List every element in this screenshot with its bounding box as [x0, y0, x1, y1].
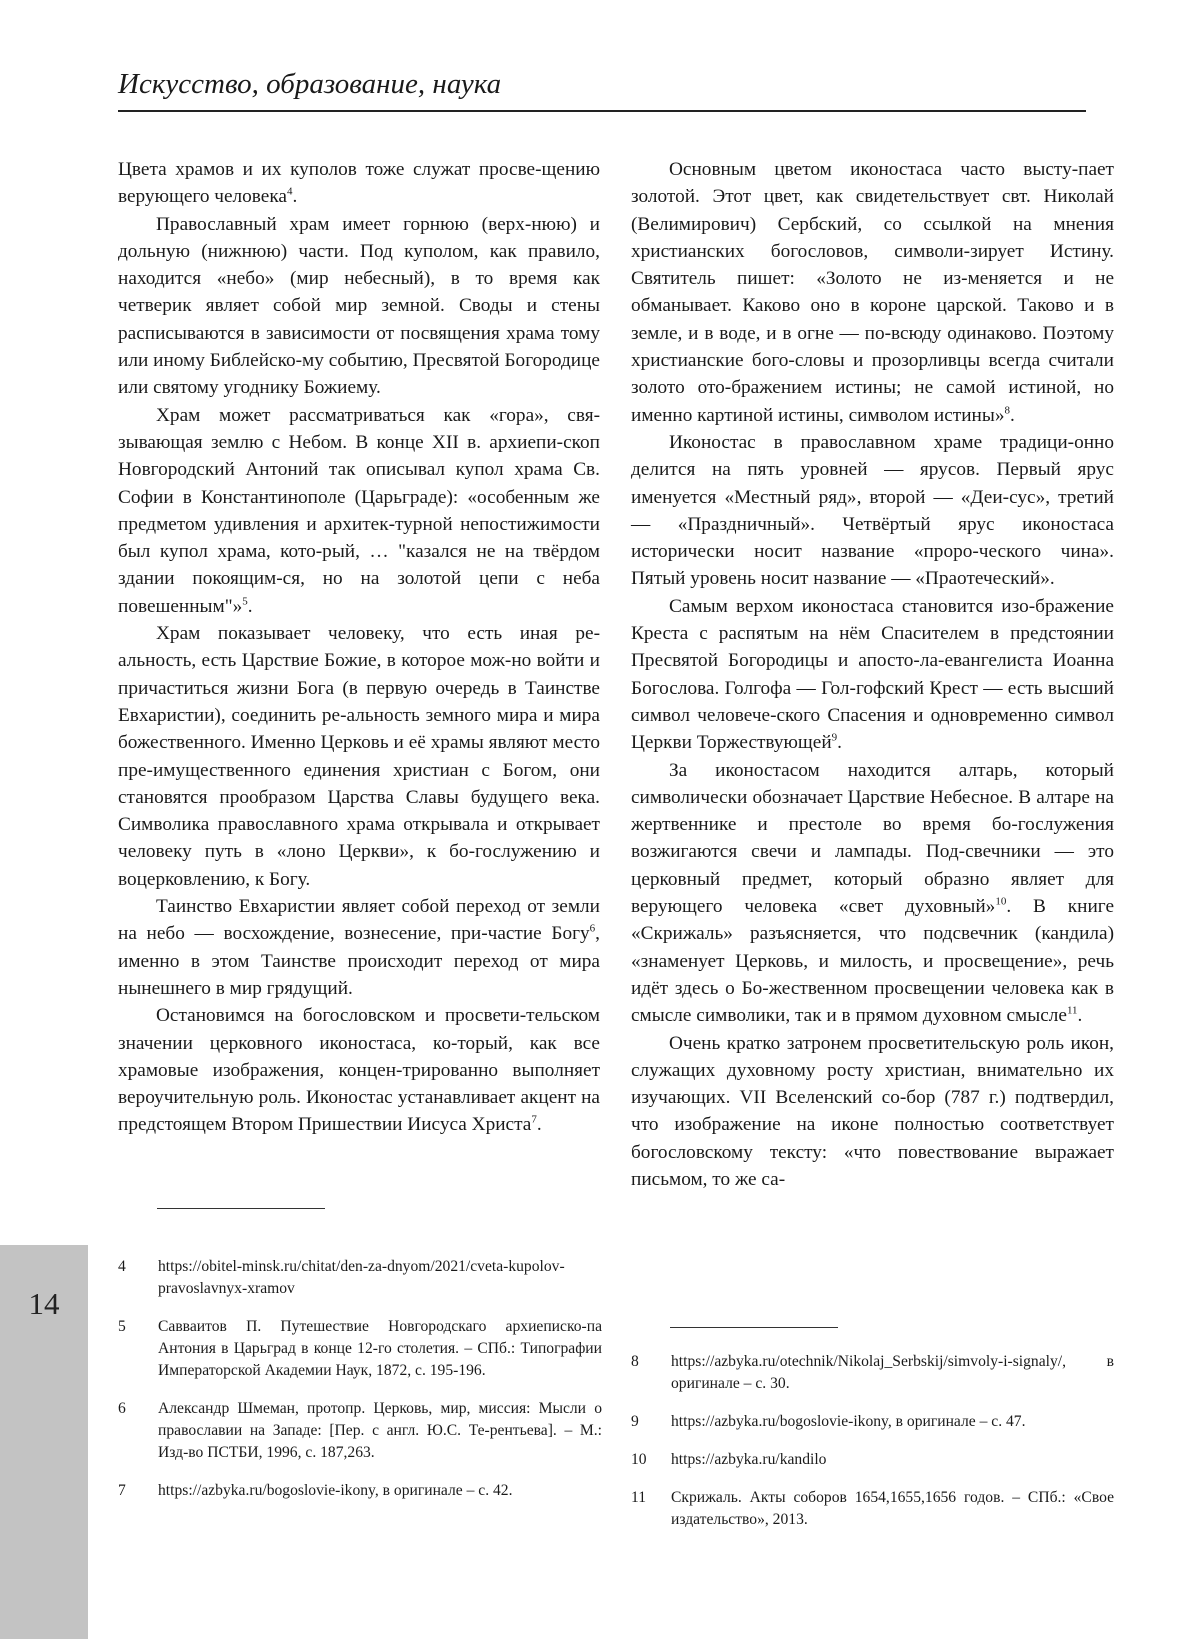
footnote-ref[interactable]: 9 — [831, 731, 838, 744]
footnote-text: Скрижаль. Акты соборов 1654,1655,1656 годов. – СПб.: «Свое издательство», 2013. — [671, 1489, 1114, 1528]
footnote — [631, 1411, 1114, 1433]
footnotes-left — [118, 1256, 602, 1518]
paragraph: Иконостас в православном храме традици-онно делится на пять уровней — ярусов. Первый ярус именуется «Местный ряд», второй — «Деи-сус», третий — «Праздничный». Четвёртый ярус иконостаса исторически носит название «проро-ческого чина». Пятый уровень носит название — «Праотеческий». — [631, 431, 1114, 590]
paragraph: Цвета храмов и их куполов тоже служат просве-щению верующего человека$^4$. — [118, 159, 600, 208]
footnote-link[interactable]: https://azbyka.ru/kandilo — [671, 1451, 827, 1468]
footnote-number: 4 — [118, 1258, 126, 1275]
footnote — [631, 1449, 1114, 1471]
paragraph: Православный храм имеет горнюю (верх-нюю) и дольную (нижнюю) части. Под куполом, как правило, находится «небо» (мир небесный), в то время как четверик являет собой мир земной. Своды и стены расписываются в зависимости от посвящения храма тому или иному Библейско-му событию, Пресвятой Богородице или святому угоднику Божиему. — [118, 213, 600, 399]
paragraph: Таинство Евхаристии являет собой переход от земли на небо — восхождение, вознесение, при-частие Богу$^6$, именно в этом Таинстве происходит переход от мира нынешнего в мир грядущий. — [118, 896, 600, 999]
footnote — [118, 1316, 602, 1382]
left-column — [118, 156, 600, 1139]
footnote — [118, 1256, 602, 1300]
footnote — [631, 1487, 1114, 1531]
paragraph: Остановимся на богословском и просвети-тельском значении церковного иконостаса, ко-торый, как все храмовые изображения, концен-трированно выполняет вероучительную роль. Иконостас устанавливает акцент на предстоящем Втором Пришествии Иисуса Христа$^7$. — [118, 1005, 600, 1136]
footnote-link[interactable]: https://obitel-minsk.ru/chitat/den-za-dnyom/2021/cveta-kupolov-pravoslavnyx-xramov — [158, 1258, 565, 1297]
footnote-ref[interactable]: 10 — [995, 895, 1007, 908]
footnote — [118, 1398, 602, 1464]
paragraph: За иконостасом находится алтарь, который символически обозначает Царствие Небесное. В алтаре на жертвеннике и престоле во время бо-гослужения возжигаются свечи и лампады. Под-свечники — это церковный предмет, который образно являет для верующего человека «свет духовный»$^{10}$. В книге «Скрижаль» разъясняется, что подсвечник (кандила) «знаменует Церковь, и милость, и просвещение», речь идёт здесь о Бо-жественном просвещении человека как в смысле символики, так и в прямом духовном смысле$^{11}$. — [631, 759, 1114, 1027]
paragraph: Очень кратко затронем просветительскую роль икон, служащих духовному росту христиан, внимательно их изучающих. VII Вселенский со-бор (787 г.) подтвердил, что изображение на иконе полностью соответствует богословскому тексту: «что повествование выражает письмом, то же са- — [631, 1032, 1114, 1190]
footnote-ref[interactable]: 4 — [286, 185, 293, 198]
footnote-ref[interactable]: 5 — [242, 595, 248, 608]
footnote-ref[interactable]: 7 — [531, 1113, 537, 1126]
running-header: Искусство, образование, наука — [118, 68, 502, 100]
footnote-link[interactable]: https://azbyka.ru/bogoslovie-ikony, в оригинале – с. 47. — [671, 1413, 1026, 1430]
footnote-link[interactable]: https://azbyka.ru/bogoslovie-ikony, в оригинале – с. 42. — [158, 1482, 513, 1499]
footnote-separator — [157, 1208, 325, 1209]
paragraph: Храм показывает человеку, что есть иная ре-альность, есть Царствие Божие, в которое мож-но войти и причаститься жизни Бога (в первую очередь в Таинстве Евхаристии), соединить ре-альность земного мира и мира божественного. Именно Церковь и её храмы являют место пре-имущественного единения христиан с Богом, они становятся прообразом Царства Славы будущего века. Символика православного храма открывала и открывает человеку путь в «лоно Церкви», к бо-гослужению и воцерковлению, к Богу. — [118, 623, 600, 890]
footnote — [118, 1480, 602, 1502]
footnote-text: Александр Шмеман, протопр. Церковь, мир, миссия: Мысли о православии на Западе: [Пер. с англ. Ю.С. Те-рентьева]. – М.: Изд-во ПСТБИ, 1996, с. 187,263. — [158, 1400, 602, 1461]
right-column — [631, 156, 1114, 1193]
footnote-number: 10 — [631, 1451, 647, 1468]
footnote-text: Савваитов П. Путешествие Новгородскаго архиеписко-па Антония в Царьград в конце 12-го столетия. – СПб.: Типографии Императорской Академии Наук, 1872, с. 195-196. — [158, 1318, 602, 1379]
footnote-link[interactable]: https://azbyka.ru/otechnik/Nikolaj_Serbskij/simvoly-i-signaly/, в оригинале – с. 30. — [671, 1353, 1114, 1392]
header-rule — [118, 110, 1086, 112]
footnote-number: 7 — [118, 1482, 126, 1499]
footnote-number: 9 — [631, 1413, 639, 1430]
footnote-ref[interactable]: 8 — [1004, 404, 1010, 417]
footnote — [631, 1351, 1114, 1395]
footnotes-right — [631, 1351, 1114, 1547]
paragraph: Храм может рассматриваться как «гора», свя-зывающая землю с Небом. В конце XII в. архиепи-скоп Новгородский Антоний так описывал купол храма Св. Софии в Константинополе (Царьграде): «особенным же предметом удивления и архитек-турной непостижимости был купол храма, кото-рый, … "казался не на твёрдом здании покоящим-ся, но на золотой цепи с неба повешенным"»$^5$. — [118, 404, 600, 617]
footnote-ref[interactable]: 11 — [1066, 1004, 1078, 1017]
footnote-separator — [670, 1327, 838, 1328]
page-number: 14 — [28, 1286, 60, 1321]
footnote-number: 11 — [631, 1489, 647, 1506]
paragraph: Основным цветом иконостаса часто высту-пает золотой. Этот цвет, как свидетельствует свт. Николай (Велимирович) Сербский, со ссылкой на мнения христианских богословов, символи-зирует Истину. Святитель пишет: «Золото не из-меняется и не обманывает. Каково оно в короне царской. Таково и в земле, и в воде, и в огне — по-всюду одинаково. Поэтому христианские бого-словы и прозорливцы всегда считали золото ото-бражением истины; не самой истиной, но именно картиной истины, символом истины»$^8$. — [631, 159, 1114, 426]
footnote-number: 6 — [118, 1400, 126, 1417]
paragraph: Самым верхом иконостаса становится изо-бражение Креста с распятым на нём Спасителем в предстоянии Пресвятой Богородицы и апосто-ла-евангелиста Иоанна Богослова. Голгофа — Гол-гофский Крест — есть высший символ человече-ского Спасения и одновременно символ Церкви Торжествующей$^9$. — [631, 595, 1114, 754]
footnote-number: 8 — [631, 1353, 639, 1370]
footnote-ref[interactable]: 6 — [589, 922, 596, 935]
footnote-number: 5 — [118, 1318, 126, 1335]
